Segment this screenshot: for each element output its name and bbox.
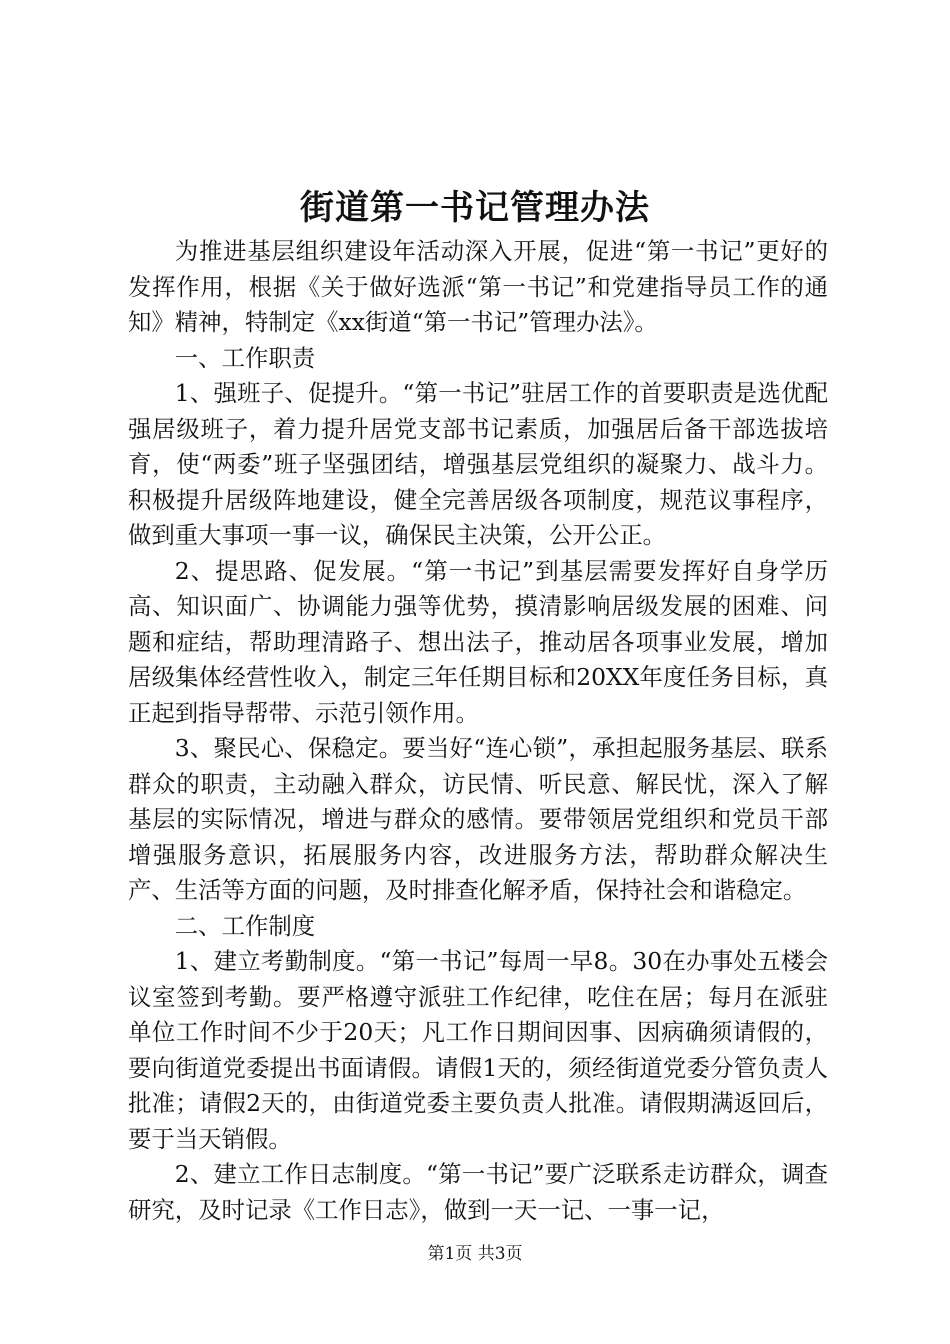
paragraph-duty-1: 1、强班子、促提升。“第一书记”驻居工作的首要职责是选优配强居级班子，着力提升居党支部书记素质，加强居后备干部选拔培育，使“两委”班子坚强团结，增强基层党组织的凝聚力、战斗力。积极提升居级阵地建设，健全完善居级各项制度，规范议事程序，做到重大事项一事一议，确保民主决策，公开公正。	[128, 379, 828, 549]
section-heading-system: 二、工作制度	[174, 911, 316, 940]
document-title: 街道第一书记管理办法	[300, 188, 650, 228]
paragraph-duty-3: 3、聚民心、保稳定。要当好“连心锁”，承担起服务基层、联系群众的职责，主动融入群众，访民情、听民意、解民忧，深入了解基层的实际情况，增进与群众的感情。要带领居党组织和党员干部增强服务意识，拓展服务内容，改进服务方法，帮助群众解决生产、生活等方面的问题，及时排查化解矛盾，保持社会和谐稳定。	[128, 734, 828, 904]
section-heading-duties: 一、工作职责	[174, 343, 316, 372]
paragraph-duty-2: 2、提思路、促发展。“第一书记”到基层需要发挥好自身学历高、知识面广、协调能力强等优势，摸清影响居级发展的困难、问题和症结，帮助理清路子、想出法子，推动居各项事业发展，增加居级集体经营性收入，制定三年任期目标和20XX年度任务目标，真正起到指导帮带、示范引领作用。	[128, 556, 828, 727]
page-footer: 第1页 共3页	[427, 1244, 523, 1264]
document-body	[128, 234, 828, 1228]
paragraph-intro: 为推进基层组织建设年活动深入开展，促进“第一书记”更好的发挥作用，根据《关于做好选派“第一书记”和党建指导员工作的通知》精神，特制定《xx街道“第一书记”管理办法》。	[128, 237, 828, 336]
paragraph-system-1: 1、建立考勤制度。“第一书记”每周一早8。30在办事处五楼会议室签到考勤。要严格遵守派驻工作纪律，吃住在居；每月在派驻单位工作时间不少于20天；凡工作日期间因事、因病确须请假的，要向街道党委提出书面请假。请假1天的，须经街道党委分管负责人批准；请假2天的，由街道党委主要负责人批准。请假期满返回后，要于当天销假。	[128, 947, 828, 1153]
paragraph-system-2: 2、建立工作日志制度。“第一书记”要广泛联系走访群众，调查研究，及时记录《工作日志》，做到一天一记、一事一记，	[128, 1160, 828, 1224]
